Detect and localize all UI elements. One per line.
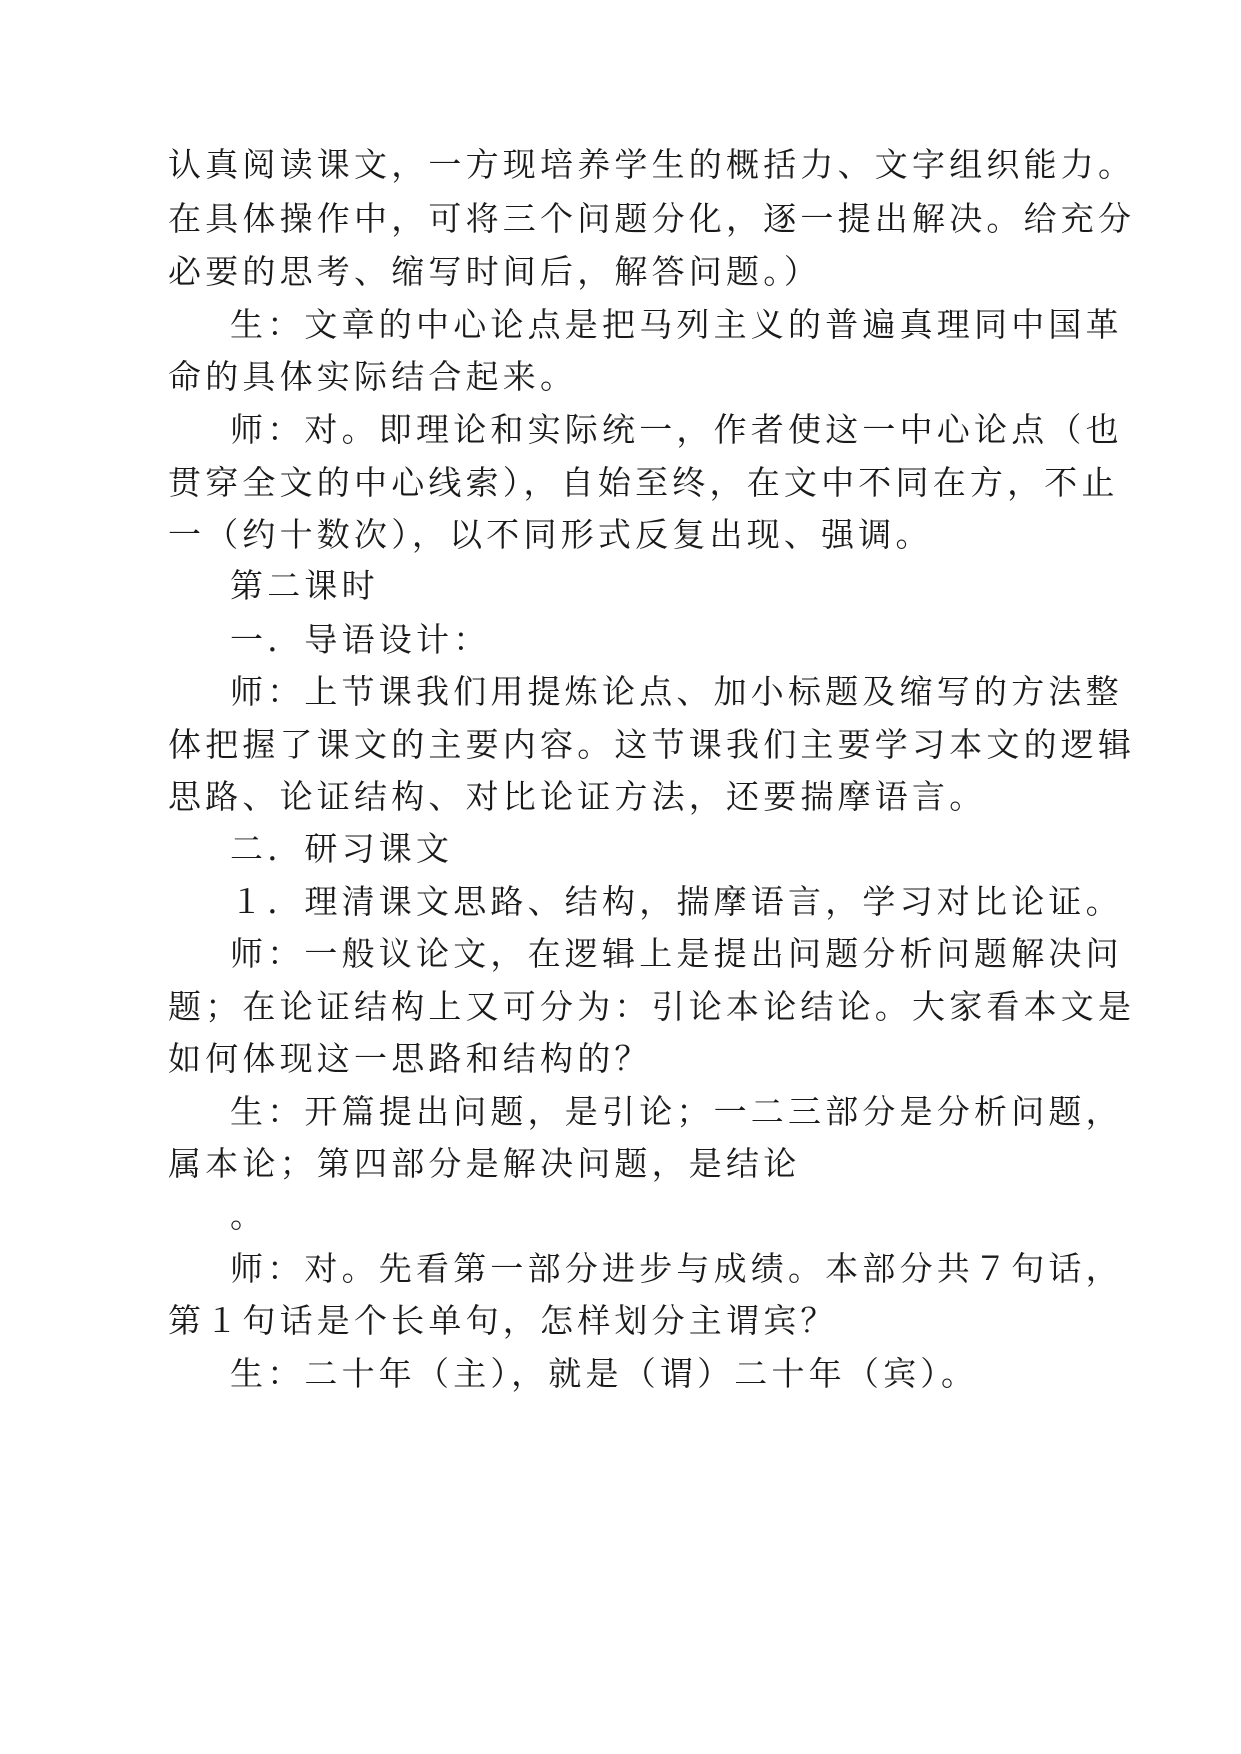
subsection-heading: 一．导语设计：	[230, 620, 491, 659]
text-line: 题；在论证结构上又可分为：引论本论结论。大家看本文是	[168, 987, 1136, 1026]
text-line: 一（约十数次），以不同形式反复出现、强调。	[168, 515, 933, 554]
text-line: 师：对。即理论和实际统一，作者使这一中心论点（也	[230, 410, 1123, 449]
text-line: 。	[230, 1196, 268, 1235]
text-line: 属本论；第四部分是解决问题，是结论	[168, 1144, 801, 1183]
subsection-heading: 二．研习课文	[230, 829, 454, 868]
text-line: 师：一般议论文，在逻辑上是提出问题分析问题解决问	[230, 934, 1123, 973]
text-line: 生：二十年（主），就是（谓）二十年（宾）。	[230, 1354, 979, 1393]
text-line: １．理清课文思路、结构，揣摩语言，学习对比论证。	[230, 882, 1123, 921]
text-line: 师：对。先看第一部分进步与成绩。本部分共７句话，	[230, 1249, 1123, 1288]
section-heading: 第二课时	[230, 566, 379, 605]
text-line: 生：开篇提出问题，是引论；一二三部分是分析问题，	[230, 1092, 1123, 1131]
text-line: 体把握了课文的主要内容。这节课我们主要学习本文的逻辑	[168, 725, 1136, 764]
text-line: 在具体操作中，可将三个问题分化，逐一提出解决。给充分	[168, 199, 1136, 238]
text-line: 生：文章的中心论点是把马列主义的普遍真理同中国革	[230, 305, 1123, 344]
text-line: 认真阅读课文，一方现培养学生的概括力、文字组织能力。	[168, 145, 1136, 184]
text-line: 贯穿全文的中心线索），自始至终，在文中不同在方，不止	[168, 463, 1119, 502]
text-line: 如何体现这一思路和结构的？	[168, 1039, 652, 1078]
text-line: 命的具体实际结合起来。	[168, 357, 578, 396]
text-line: 师：上节课我们用提炼论点、加小标题及缩写的方法整	[230, 672, 1123, 711]
text-line: 第１句话是个长单句，怎样划分主谓宾？	[168, 1301, 838, 1340]
text-line: 思路、论证结构、对比论证方法，还要揣摩语言。	[168, 777, 987, 816]
text-line: 必要的思考、缩写时间后，解答问题。）	[168, 252, 822, 291]
